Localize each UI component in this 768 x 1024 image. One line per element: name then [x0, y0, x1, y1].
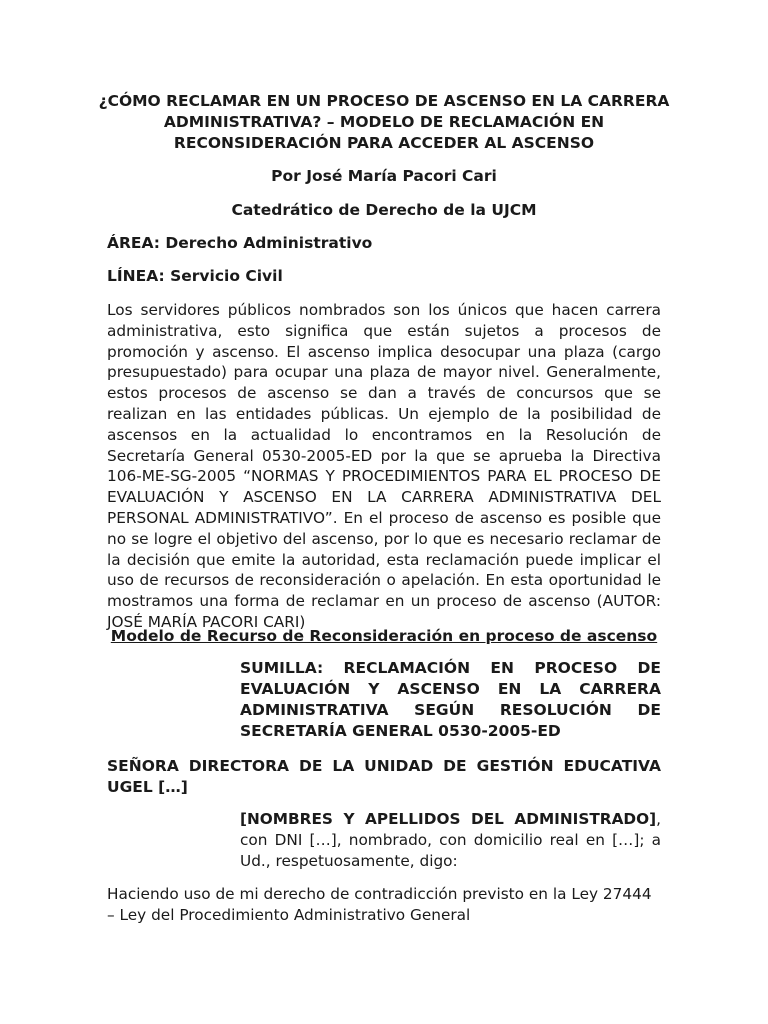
sumilla-block: SUMILLA: RECLAMACIÓN EN PROCESO DE EVALUACIÓN Y ASCENSO EN LA CARRERA ADMINISTRATIVA SEGÚN RESOLUCIÓN DE SECRETARÍA GENERAL 0530-2005-ED	[240, 659, 661, 740]
petitioner-name-placeholder: [NOMBRES Y APELLIDOS DEL ADMINISTRADO]	[240, 810, 657, 828]
linea-line: LÍNEA: Servicio Civil	[107, 267, 283, 285]
document-title: ¿CÓMO RECLAMAR EN UN PROCESO DE ASCENSO EN LA CARRERA ADMINISTRATIVA? – MODELO DE RECLAMACIÓN EN RECONSIDERACIÓN PARA ACCEDER AL ASCENSO	[98, 92, 670, 152]
author-line: Por José María Pacori Cari	[271, 167, 497, 185]
closing-paragraph: Haciendo uso de mi derecho de contradicción previsto en la Ley 27444 – Ley del Procedimiento Administrativo General	[107, 885, 652, 924]
addressee-line: SEÑORA DIRECTORA DE LA UNIDAD DE GESTIÓN EDUCATIVA UGEL […]	[107, 757, 661, 796]
petitioner-block	[240, 809, 661, 872]
petitioner-details: , con DNI […], nombrado, con domicilio real en […]; a Ud., respetuosamente, digo:	[240, 810, 661, 870]
affiliation-line: Catedrático de Derecho de la UJCM	[231, 201, 537, 219]
intro-paragraph: Los servidores públicos nombrados son los únicos que hacen carrera administrativa, esto significa que están sujetos a procesos de promoción y ascenso. El ascenso implica desocupar una plaza (cargo presupuestado) para ocupar una plaza de mayor nivel. Generalmente, estos procesos de ascenso se dan a través de concursos que se realizan en las entidades públicas. Un ejemplo de la posibilidad de ascensos en la actualidad lo encontramos en la Resolución de Secretaría General 0530-2005-ED por la que se aprueba la Directiva 106-ME-SG-2005 “NORMAS Y PROCEDIMIENTOS PARA EL PROCESO DE EVALUACIÓN Y ASCENSO EN LA CARRERA ADMINISTRATIVA DEL PERSONAL ADMINISTRATIVO”. En el proceso de ascenso es posible que no se logre el objetivo del ascenso, por lo que es necesario reclamar de la decisión que emite la autoridad, esta reclamación puede implicar el uso de recursos de reconsideración o apelación. En esta oportunidad le mostramos una forma de reclamar en un proceso de ascenso (AUTOR: JOSÉ MARÍA PACORI CARI)	[107, 301, 661, 631]
model-heading: Modelo de Recurso de Reconsideración en proceso de ascenso	[110, 627, 658, 645]
area-line: ÁREA: Derecho Administrativo	[107, 234, 373, 252]
